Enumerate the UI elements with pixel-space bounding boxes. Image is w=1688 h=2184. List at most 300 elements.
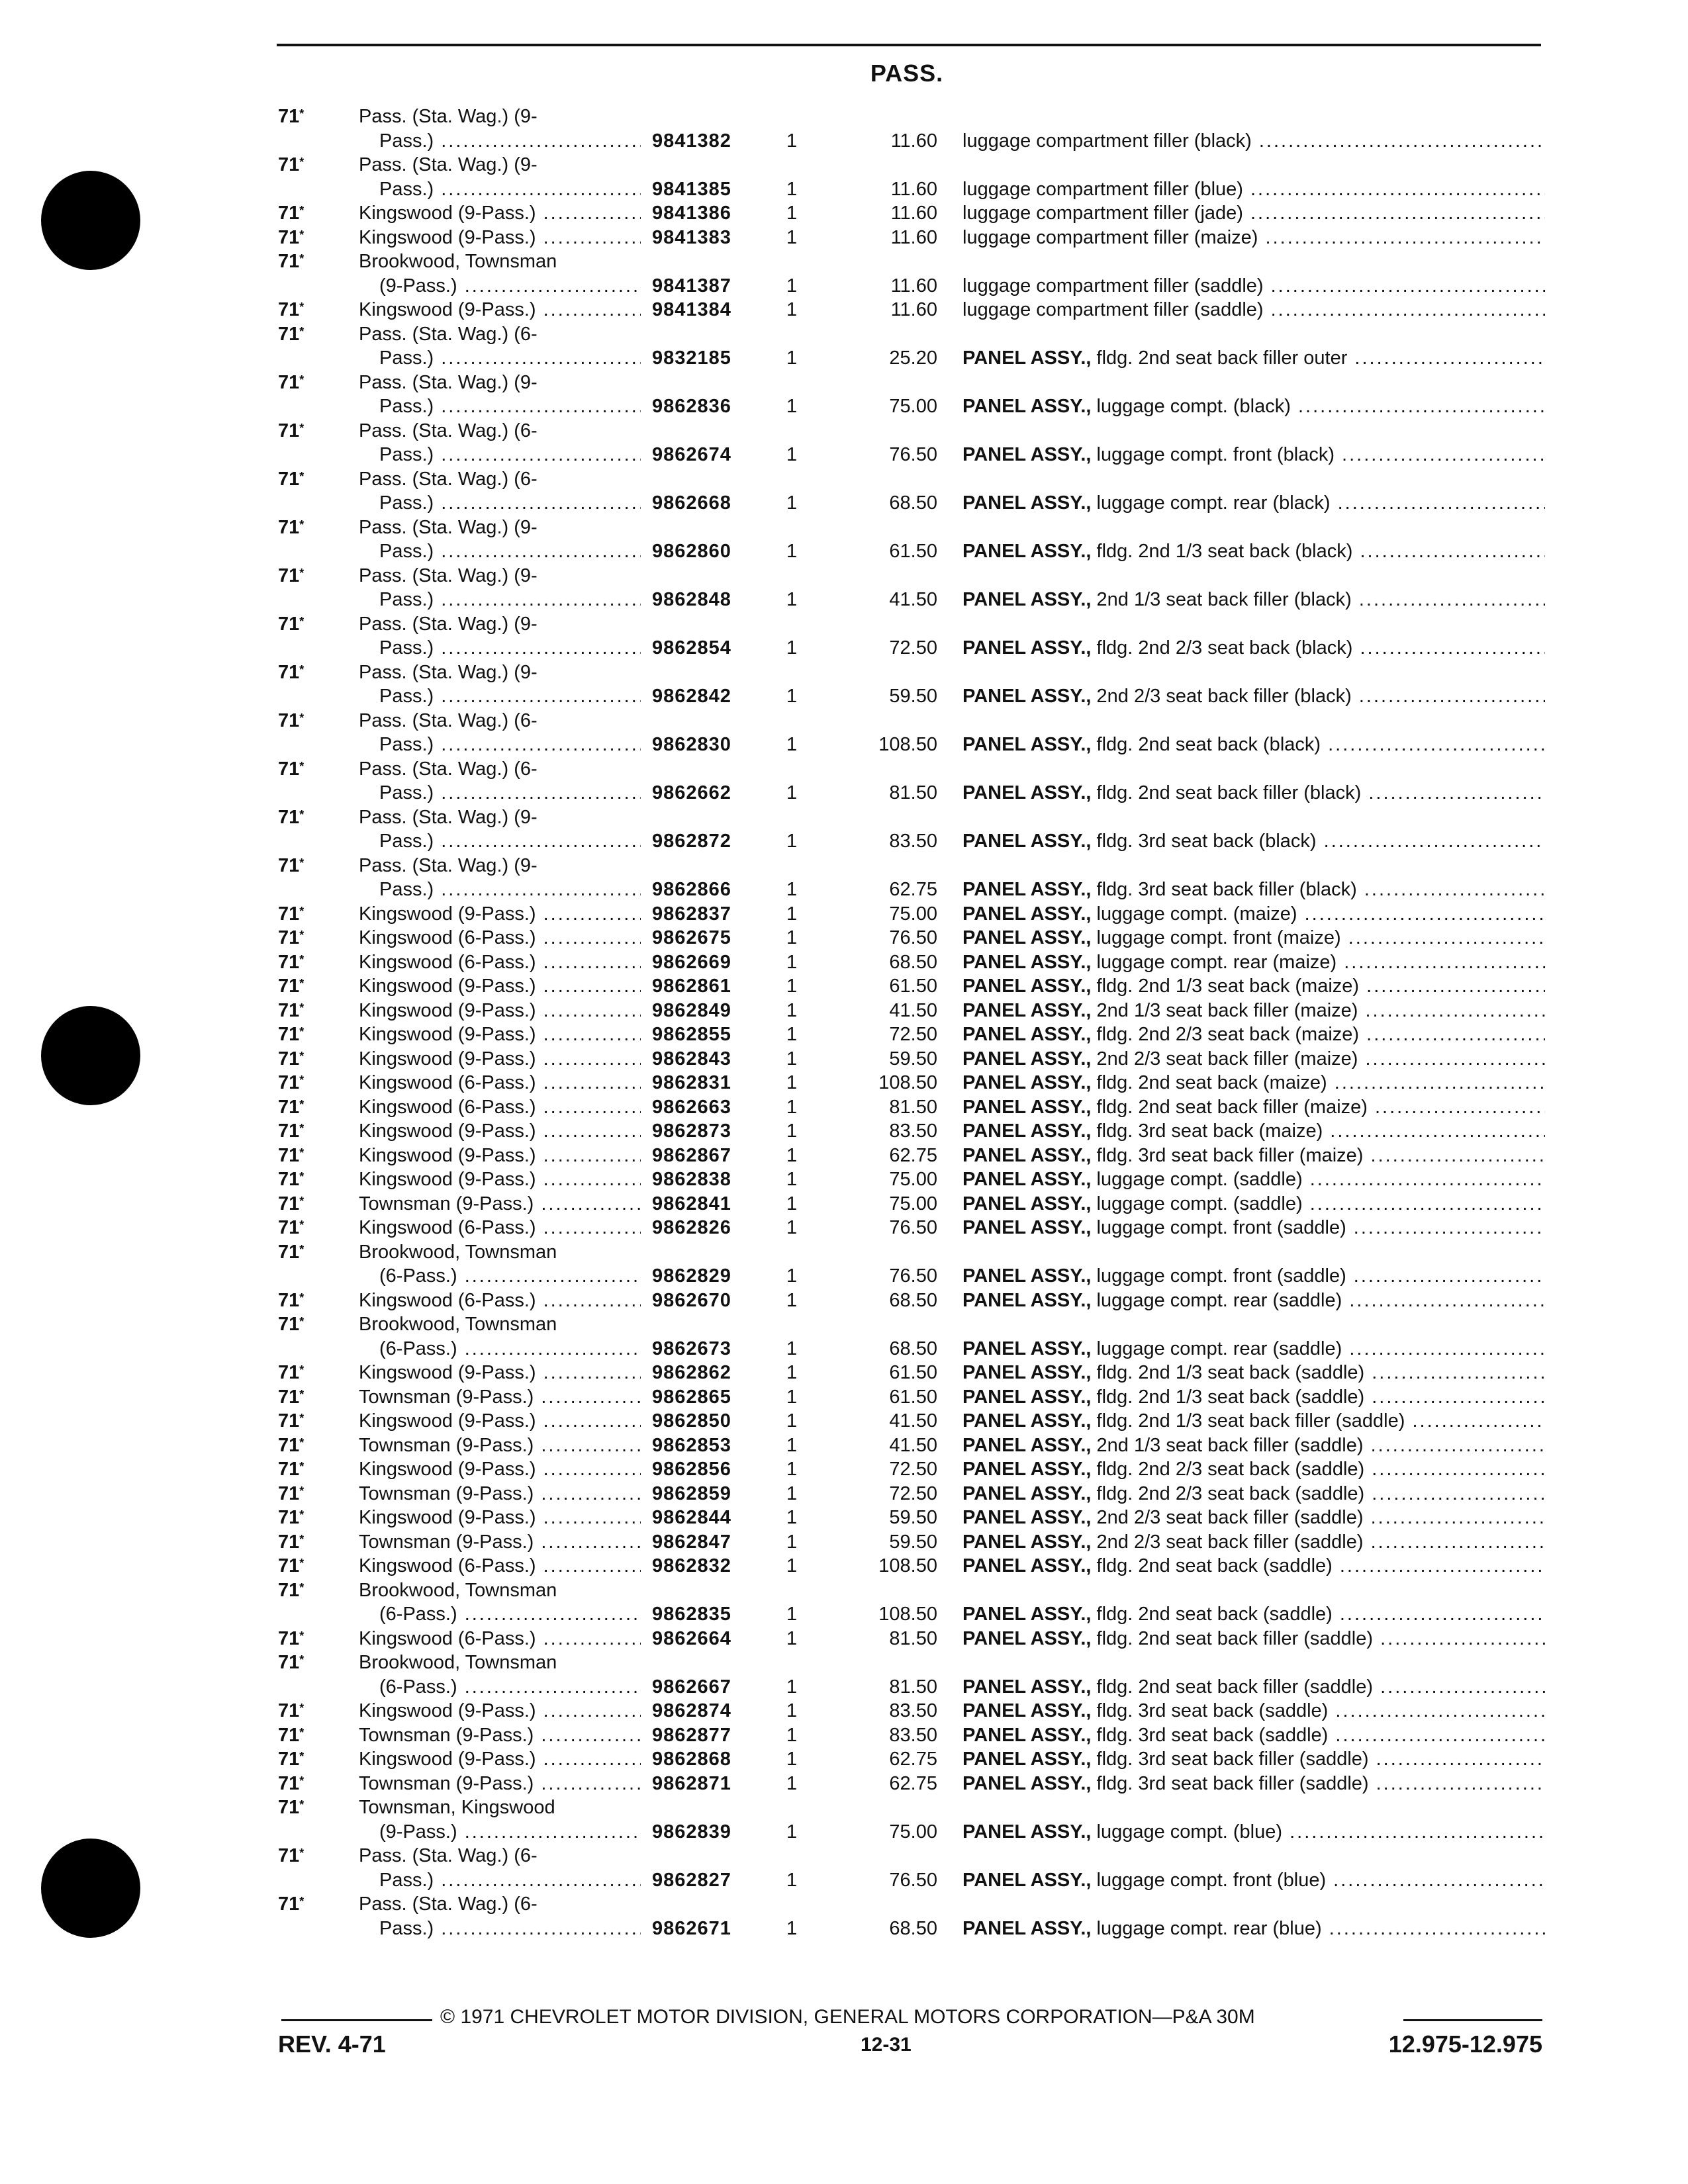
item-detail: fldg. 2nd 2/3 seat back (maize) [1096,1024,1360,1045]
quantity: 1 [786,1193,798,1214]
item-name: PANEL ASSY., [962,396,1092,417]
description [962,1216,1545,1240]
item-detail: fldg. 3rd seat back (saddle) [1096,1700,1329,1721]
item-detail: 2nd 2/3 seat back filler (maize) [1096,1048,1358,1069]
description [962,226,1545,250]
model-year [278,805,304,830]
asterisk-mark: * [299,252,305,265]
item-name: PANEL ASSY., [962,831,1092,852]
model-year [278,1796,304,1820]
item-detail: fldg. 2nd seat back (saddle) [1096,1555,1333,1576]
model-line: Kingswood (6-Pass.) ..... [359,1289,641,1313]
model-year [278,1312,304,1337]
description [962,1675,1545,1700]
model-line: Pass.) ..... [379,346,641,371]
quantity: 1 [786,589,798,610]
model-year [278,201,304,226]
part-number: 9862867 [652,1144,731,1166]
description [962,1385,1545,1410]
quantity: 1 [786,1700,798,1721]
item-name: PANEL ASSY., [962,1120,1092,1142]
model-line: Kingswood (9-Pass.) ..... [359,1506,641,1530]
asterisk-mark: * [299,300,305,314]
punch-hole-bottom [41,1839,140,1938]
price: 75.00 [889,1821,937,1843]
part-number: 9841385 [652,178,731,200]
model-line: Kingswood (6-Pass.) ..... [359,926,641,950]
price: 62.75 [889,879,937,900]
model-year-value: 71 [278,1531,300,1553]
footer-rule-left [281,2019,432,2021]
description [962,1023,1545,1047]
description [962,588,1545,612]
price: 108.50 [878,1604,937,1625]
model-line: (6-Pass.) ..... [379,1264,641,1289]
asterisk-mark: * [299,1097,305,1111]
item-detail: fldg. 3rd seat back (black) [1096,831,1317,852]
price: 76.50 [889,1869,937,1891]
model-year-value: 71 [278,758,300,780]
item-detail: fldg. 3rd seat back filler (black) [1096,879,1357,900]
asterisk-mark: * [299,1435,305,1449]
price: 83.50 [889,1700,937,1721]
model-year [278,1506,304,1530]
price: 75.00 [889,1193,937,1214]
description [962,781,1545,805]
quantity: 1 [786,299,798,320]
part-number: 9862861 [652,976,731,997]
model-year [278,1747,304,1772]
part-number: 9862855 [652,1024,731,1045]
item-name: PANEL ASSY., [962,1555,1092,1576]
description [962,443,1545,467]
part-number: 9862663 [652,1096,731,1118]
model-year [278,153,304,177]
part-number: 9841383 [652,226,731,248]
item-detail: fldg. 2nd seat back filler (saddle) [1096,1676,1374,1698]
item-detail: luggage compt. (saddle) [1096,1193,1303,1214]
model-year-value: 71 [278,1241,300,1263]
model-line: Kingswood (9-Pass.) ..... [359,201,641,226]
price: 25.20 [889,347,937,369]
model-line: Pass.) ..... [379,733,641,757]
asterisk-mark: * [299,1025,305,1038]
asterisk-mark: * [299,977,305,990]
item-detail: luggage compt. front (saddle) [1096,1217,1346,1238]
item-detail: luggage compt. (black) [1096,396,1291,417]
item-detail: fldg. 2nd 1/3 seat back (saddle) [1096,1386,1365,1408]
price: 61.50 [889,1362,937,1383]
item-detail: fldg. 3rd seat back (saddle) [1096,1724,1329,1746]
model-year-value: 71 [278,1845,300,1866]
model-line: Brookwood, Townsman [359,251,557,272]
description [962,1723,1545,1748]
item-detail: luggage compt. rear (maize) [1096,951,1337,973]
model-year-value: 71 [278,516,300,538]
asterisk-mark: * [299,1725,305,1739]
asterisk-mark: * [299,929,305,942]
description [962,733,1545,757]
quantity: 1 [786,782,798,803]
quantity: 1 [786,178,798,200]
item-detail: luggage compt. rear (blue) [1096,1917,1322,1939]
model-year-value: 71 [278,1772,300,1794]
quantity: 1 [786,541,798,562]
model-line: Pass. (Sta. Wag.) (9- [359,106,538,127]
model-year-value: 71 [278,1120,300,1142]
model-line: Pass. (Sta. Wag.) (9- [359,516,538,538]
part-number: 9862829 [652,1265,731,1287]
description [962,1071,1545,1095]
price: 59.50 [889,1507,937,1528]
quantity: 1 [786,1749,798,1770]
asterisk-mark: * [299,1532,305,1546]
price: 81.50 [889,1676,937,1698]
model-year-value: 71 [278,106,300,127]
copyright-notice: © 1971 CHEVROLET MOTOR DIVISION, GENERAL MOTORS CORPORATION—P&A 30M [440,2006,1255,2028]
model-line: Kingswood (9-Pass.) ..... [359,974,641,999]
price: 75.00 [889,903,937,925]
model-line: Pass. (Sta. Wag.) (6- [359,709,538,731]
model-year [278,298,304,322]
item-detail: fldg. 3rd seat back filler (saddle) [1096,1772,1369,1794]
model-year [278,1651,304,1675]
asterisk-mark: * [299,228,305,242]
item-detail: luggage compartment filler (blue) [962,178,1243,200]
description [962,129,1545,154]
item-detail: 2nd 1/3 seat back filler (saddle) [1096,1434,1364,1456]
model-line: Kingswood (9-Pass.) ..... [359,1457,641,1482]
description [962,1602,1545,1627]
model-year [278,612,304,637]
description [962,1530,1545,1555]
item-name: PANEL ASSY., [962,1096,1092,1118]
model-line: (6-Pass.) ..... [379,1337,641,1361]
model-line: Kingswood (6-Pass.) ..... [359,1627,641,1651]
description [962,1095,1545,1120]
item-detail: fldg. 2nd seat back (maize) [1096,1072,1327,1093]
item-name: PANEL ASSY., [962,1772,1092,1794]
model-line: Pass. (Sta. Wag.) (6- [359,420,538,441]
item-detail: fldg. 2nd seat back (saddle) [1096,1604,1333,1625]
item-name: PANEL ASSY., [962,1434,1092,1456]
model-line: Pass. (Sta. Wag.) (6- [359,323,538,345]
part-number: 9862853 [652,1434,731,1456]
part-number: 9862827 [652,1869,731,1891]
part-number: 9862849 [652,999,731,1021]
item-name: PANEL ASSY., [962,1869,1092,1891]
model-year-value: 71 [278,1482,300,1504]
description [962,1482,1545,1506]
model-line: Kingswood (9-Pass.) ..... [359,226,641,250]
quantity: 1 [786,1604,798,1625]
model-line: Pass.) ..... [379,829,641,854]
item-name: PANEL ASSY., [962,1362,1092,1383]
model-year-value: 71 [278,1797,300,1818]
model-line: Pass. (Sta. Wag.) (9- [359,371,538,393]
model-line: Kingswood (9-Pass.) ..... [359,1361,641,1385]
model-year-value: 71 [278,1169,300,1190]
part-number: 9862670 [652,1289,731,1311]
price: 75.00 [889,1169,937,1190]
description [962,1409,1545,1433]
model-line: Kingswood (6-Pass.) ..... [359,1554,641,1578]
model-year-value: 71 [278,1700,300,1721]
model-line: Pass. (Sta. Wag.) (9- [359,806,538,828]
item-detail: luggage compt. (saddle) [1096,1169,1303,1190]
price: 83.50 [889,1120,937,1142]
quantity: 1 [786,879,798,900]
item-name: PANEL ASSY., [962,541,1092,562]
part-number: 9862877 [652,1724,731,1746]
item-detail: fldg. 3rd seat back (maize) [1096,1120,1323,1142]
part-number: 9862838 [652,1169,731,1190]
part-number: 9832185 [652,347,731,369]
model-line: Pass.) ..... [379,684,641,709]
price: 68.50 [889,951,937,973]
item-name: PANEL ASSY., [962,903,1092,925]
model-year [278,371,304,395]
model-year-value: 71 [278,1652,300,1673]
quantity: 1 [786,1024,798,1045]
model-year-value: 71 [278,251,300,272]
quantity: 1 [786,1434,798,1456]
model-year-value: 71 [278,323,300,345]
model-line: Kingswood (9-Pass.) ..... [359,1699,641,1723]
asterisk-mark: * [299,1363,305,1377]
model-year [278,1071,304,1095]
price: 76.50 [889,1265,937,1287]
part-number: 9862856 [652,1459,731,1480]
price: 41.50 [889,1434,937,1456]
part-number: 9862871 [652,1772,731,1794]
model-year-value: 71 [278,661,300,683]
model-year-value: 71 [278,854,300,876]
model-year-value: 71 [278,999,300,1021]
asterisk-mark: * [299,518,305,531]
price: 72.50 [889,1024,937,1045]
model-year [278,757,304,782]
price: 11.60 [890,130,937,152]
item-name: PANEL ASSY., [962,1459,1092,1480]
reference-number: 12.975-12.975 [1388,2030,1542,2058]
description [962,1119,1545,1144]
model-line: Townsman (9-Pass.) ..... [359,1530,641,1555]
item-detail: 2nd 2/3 seat back filler (saddle) [1096,1531,1364,1553]
price: 76.50 [889,1217,937,1238]
description [962,1868,1545,1893]
description [962,1337,1545,1361]
part-number: 9862862 [652,1362,731,1383]
model-year [278,1554,304,1578]
footer-rule-right [1403,2019,1542,2021]
model-year [278,660,304,685]
part-number: 9862842 [652,686,731,707]
part-number: 9862860 [652,541,731,562]
quantity: 1 [786,1410,798,1432]
model-year [278,1772,304,1796]
model-line: (6-Pass.) ..... [379,1675,641,1700]
asterisk-mark: * [299,952,305,966]
quantity: 1 [786,492,798,514]
model-line: Pass. (Sta. Wag.) (9- [359,565,538,586]
part-number: 9862664 [652,1627,731,1649]
model-line: (6-Pass.) ..... [379,1602,641,1627]
price: 11.60 [890,275,937,296]
model-year-value: 71 [278,1096,300,1118]
item-detail: fldg. 3rd seat back filler (saddle) [1096,1749,1369,1770]
price: 61.50 [889,541,937,562]
item-name: PANEL ASSY., [962,1265,1092,1287]
model-line: Kingswood (9-Pass.) ..... [359,1047,641,1071]
model-line: Pass. (Sta. Wag.) (6- [359,468,538,490]
quantity: 1 [786,1724,798,1746]
model-line: Kingswood (6-Pass.) ..... [359,950,641,975]
item-name: PANEL ASSY., [962,1604,1092,1625]
model-year [278,1385,304,1410]
model-year-value: 71 [278,1627,300,1649]
model-year [278,226,304,250]
quantity: 1 [786,275,798,296]
model-year [278,1095,304,1120]
item-detail: fldg. 2nd seat back filler (black) [1096,782,1362,803]
part-number: 9862831 [652,1072,731,1093]
page-number: 12-31 [861,2034,912,2056]
asterisk-mark: * [299,1750,305,1763]
model-year [278,709,304,733]
asterisk-mark: * [299,1170,305,1183]
item-detail: luggage compt. rear (saddle) [1096,1289,1342,1311]
part-number: 9862675 [652,927,731,948]
asterisk-mark: * [299,662,305,676]
item-detail: luggage compt. rear (saddle) [1096,1338,1342,1359]
item-name: PANEL ASSY., [962,492,1092,514]
price: 83.50 [889,1724,937,1746]
asterisk-mark: * [299,1218,305,1232]
part-number: 9862673 [652,1338,731,1359]
model-line: Kingswood (9-Pass.) ..... [359,1409,641,1433]
price: 72.50 [889,1459,937,1480]
item-name: PANEL ASSY., [962,1724,1092,1746]
model-year-value: 71 [278,927,300,948]
model-year [278,1699,304,1723]
description [962,1457,1545,1482]
model-year-value: 71 [278,1048,300,1069]
item-name: PANEL ASSY., [962,999,1092,1021]
description [962,1747,1545,1772]
asterisk-mark: * [299,1846,305,1860]
part-number: 9841382 [652,130,731,152]
model-line: Kingswood (9-Pass.) ..... [359,1747,641,1772]
model-year [278,974,304,999]
asterisk-mark: * [299,1412,305,1425]
item-name: PANEL ASSY., [962,1289,1092,1311]
part-number: 9862826 [652,1217,731,1238]
model-line: Kingswood (9-Pass.) ..... [359,1023,641,1047]
price: 61.50 [889,976,937,997]
model-line: Townsman (9-Pass.) ..... [359,1433,641,1458]
asterisk-mark: * [299,1653,305,1666]
asterisk-mark: * [299,1629,305,1643]
item-detail: fldg. 2nd seat back filler (maize) [1096,1096,1368,1118]
model-year [278,1627,304,1651]
part-number: 9862873 [652,1120,731,1142]
part-number: 9862859 [652,1482,731,1504]
price: 68.50 [889,1338,937,1359]
item-detail: fldg. 2nd 2/3 seat back (saddle) [1096,1482,1365,1504]
part-number: 9841384 [652,299,731,320]
model-year [278,516,304,540]
price: 81.50 [889,1096,937,1118]
description [962,1699,1545,1723]
item-detail: 2nd 2/3 seat back filler (saddle) [1096,1507,1364,1528]
quantity: 1 [786,1289,798,1311]
model-year [278,902,304,927]
price: 72.50 [889,637,937,659]
model-year [278,1119,304,1144]
part-number: 9862839 [652,1821,731,1843]
model-year [278,1723,304,1748]
price: 62.75 [889,1749,937,1770]
part-number: 9862844 [652,1507,731,1528]
item-name: PANEL ASSY., [962,1386,1092,1408]
description [962,974,1545,999]
quantity: 1 [786,637,798,659]
model-line: Townsman (9-Pass.) ..... [359,1723,641,1748]
description [962,394,1545,419]
model-year-value: 71 [278,1434,300,1456]
model-year-value: 71 [278,1193,300,1214]
item-name: PANEL ASSY., [962,734,1092,755]
description [962,926,1545,950]
model-year-value: 71 [278,1024,300,1045]
part-number: 9862835 [652,1604,731,1625]
item-name: PANEL ASSY., [962,637,1092,659]
item-detail: fldg. 2nd seat back filler outer [1096,347,1348,369]
quantity: 1 [786,347,798,369]
revision-label: REV. 4-71 [278,2030,386,2058]
part-number: 9862668 [652,492,731,514]
quantity: 1 [786,1338,798,1359]
model-line: Pass. (Sta. Wag.) (9- [359,854,538,876]
model-year-value: 71 [278,903,300,925]
model-year-value: 71 [278,299,300,320]
model-year-value: 71 [278,1289,300,1311]
model-line: Kingswood (9-Pass.) ..... [359,999,641,1023]
model-year-value: 71 [278,806,300,828]
part-number: 9862868 [652,1749,731,1770]
asterisk-mark: * [299,1001,305,1015]
price: 81.50 [889,1627,937,1649]
asterisk-mark: * [299,107,305,120]
item-name: PANEL ASSY., [962,1144,1092,1166]
quantity: 1 [786,1482,798,1504]
model-line: Kingswood (6-Pass.) ..... [359,1095,641,1120]
quantity: 1 [786,1917,798,1939]
model-year-value: 71 [278,468,300,490]
quantity: 1 [786,1386,798,1408]
quantity: 1 [786,951,798,973]
asterisk-mark: * [299,1460,305,1473]
price: 11.60 [890,178,937,200]
model-line: Brookwood, Townsman [359,1579,557,1601]
part-number: 9862872 [652,831,731,852]
model-year-value: 71 [278,420,300,441]
model-line: Pass. (Sta. Wag.) (6- [359,1893,538,1915]
description [962,1506,1545,1530]
description [962,177,1545,202]
item-detail: fldg. 2nd 2/3 seat back (black) [1096,637,1353,659]
